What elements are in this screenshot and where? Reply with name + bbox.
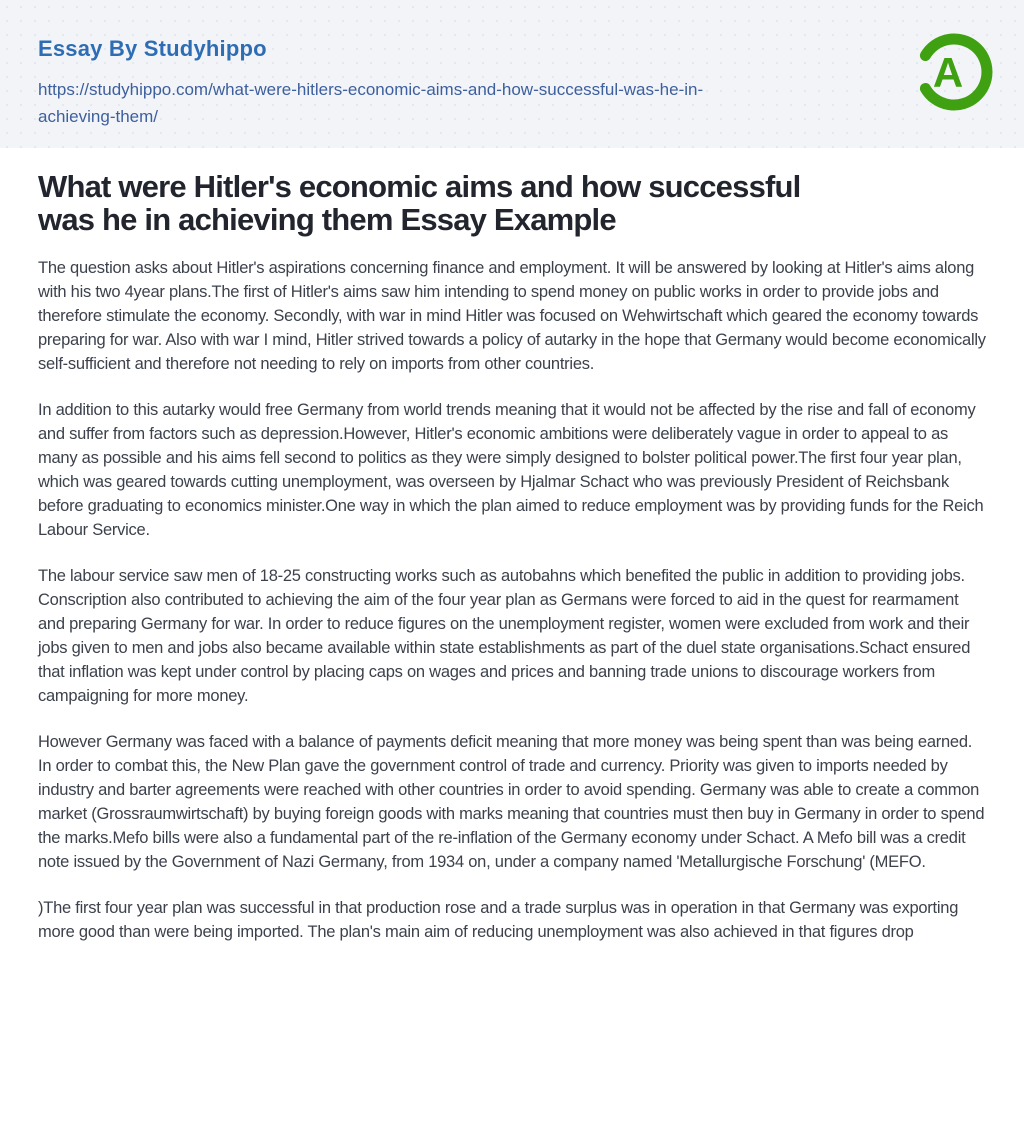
header-text: [38, 36, 778, 130]
logo-letter: A: [932, 49, 964, 96]
essay-url-link[interactable]: https://studyhippo.com/what-were-hitlers-economic-aims-and-how-successful-was-he-in-achieving-them/: [38, 80, 704, 126]
essay-paragraph: However Germany was faced with a balance of payments deficit meaning that more money was being spent than was being earned. In order to combat this, the New Plan gave the government control of trade and currency. Priority was given to imports needed by industry and barter agreements were reached with other countries in order to avoid spending. Germany was able to create a common market (Grossraumwirtschaft) by buying foreign goods with marks meaning that countries must then buy in Germany in order to spend the marks.Mefo bills were also a fundamental part of the re-inflation of the Germany economy under Schact. A Mefo bill was a credit note issued by the Government of Nazi Germany, from 1934 on, under a company named 'Metallurgische Forschung' (MEFO.: [38, 733, 985, 871]
site-logo: [912, 30, 996, 114]
essay-paragraph: The labour service saw men of 18-25 constructing works such as autobahns which benefited the public in addition to providing jobs. Conscription also contributed to achieving the aim of the four year plan as Germans were forced to aid in the quest for rearmament and preparing Germany for war. In order to reduce figures on the unemployment register, women were excluded from work and their jobs given to men and jobs also became available within state establishments as part of the duel state organisations.Schact ensured that inflation was kept under control by placing caps on wages and prices and banning trade unions to discourage workers from campaigning for more money.: [38, 567, 971, 705]
essay-content: [0, 148, 1024, 944]
logo-arc-icon: [912, 30, 996, 114]
site-name: Essay By Studyhippo: [38, 36, 267, 61]
essay-title: What were Hitler's economic aims and how successful was he in achieving them Essay Example: [38, 169, 801, 237]
essay-paragraph: In addition to this autarky would free Germany from world trends meaning that it would not be affected by the rise and fall of economy and suffer from factors such as depression.However, Hitler's economic ambitions were deliberately vague in order to appeal to as many as possible and his aims fell second to politics as they were simply designed to bolster political power.The first four year plan, which was geared towards cutting unemployment, was overseen by Hjalmar Schact who was previously President of Reichsbank before graduating to economics minister.One way in which the plan aimed to reduce employment was by providing funds for the Reich Labour Service.: [38, 401, 984, 539]
essay-paragraph: The question asks about Hitler's aspirations concerning finance and employment. It will be answered by looking at Hitler's aims along with his two 4year plans.The first of Hitler's aims saw him intending to spend money on public works in order to provide jobs and therefore stimulate the economy. Secondly, with war in mind Hitler was focused on Wehwirtschaft which geared the economy towards preparing for war. Also with war I mind, Hitler strived towards a policy of autarky in the hope that Germany would become economically self-sufficient and therefore not needing to rely on imports from other countries.: [38, 259, 986, 373]
site-header: [0, 0, 1024, 148]
essay-paragraph: )The first four year plan was successful in that production rose and a trade surplus was in operation in that Germany was exporting more good than were being imported. The plan's main aim of reducing unemployment was also achieved in that figures drop: [38, 899, 959, 941]
